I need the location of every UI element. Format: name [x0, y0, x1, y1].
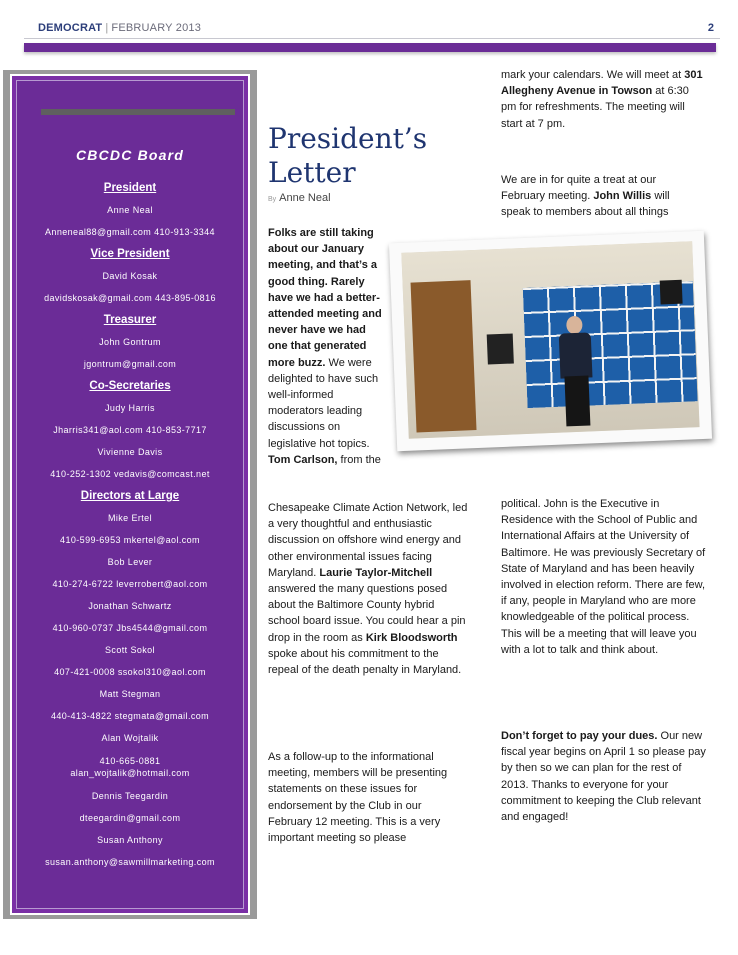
paragraph-text: mark your calendars. We will meet at — [501, 69, 685, 81]
article-paragraph-1-cont — [268, 500, 468, 678]
paragraph-text: at 6:30 pm for refreshments. The meeting will start at 7 pm. — [501, 85, 689, 130]
paragraph-text: spoke about his commitment to the repeal of the death penalty in Maryland. — [268, 647, 462, 677]
board-contact-line: Jonathan Schwartz — [88, 601, 172, 611]
board-contact-line: John Gontrum — [99, 337, 161, 347]
board-contact-line: Matt Stegman — [99, 689, 161, 699]
header-separator: | — [105, 22, 109, 34]
board-contact-line: Alan Wojtalik — [101, 733, 159, 743]
speaker-name: Tom Carlson, — [268, 453, 338, 466]
board-contact-line: Dennis Teegardin — [91, 791, 169, 801]
board-contact-line: Bob Lever — [107, 557, 153, 567]
article-paragraph-1 — [268, 225, 384, 468]
header-purple-bar — [24, 43, 716, 52]
board-contact-line: Judy Harris — [105, 403, 155, 413]
board-contact-line: 410-274-6722 leverrobert@aol.com — [52, 579, 208, 589]
board-contact-line: Anne Neal — [107, 205, 153, 215]
lead-bold-text: Folks are still taking about our January meeting, and that’s a good thing. Rarely have we had a better-attended meeting and never have we had one that generated more buzz. — [268, 227, 382, 369]
board-role-heading: Treasurer — [103, 314, 157, 326]
issue-date: FEBRUARY 2013 — [111, 22, 202, 34]
board-contact-line: Scott Sokol — [105, 645, 155, 655]
photo-image — [401, 241, 699, 439]
board-contact-line — [17, 751, 243, 787]
board-contact-line: 410-252-1302 vedavis@comcast.net — [50, 469, 210, 479]
article-title — [268, 122, 427, 190]
board-contact-line: David Kosak — [102, 271, 158, 281]
board-contact-line: Susan Anthony — [97, 835, 163, 845]
paragraph-text: Our new fiscal year begins on April 1 so please pay by then so we can plan for the rest of 2013. Thanks to everyone for your commitment to keeping the Club relevant and engaged! — [501, 730, 706, 824]
board-contact-line: 440-413-4822 stegmata@gmail.com — [50, 711, 210, 721]
byline-by: By — [268, 196, 277, 203]
paragraph-text: from the — [337, 453, 381, 466]
board-contact-phone: 410-665-0881 — [99, 756, 161, 766]
article-title-line1: President’s — [268, 122, 428, 155]
photo-presenter — [554, 315, 598, 427]
board-role-heading: Co-Secretaries — [89, 380, 171, 392]
sidebar-top-bar — [41, 109, 235, 115]
sidebar-panel — [16, 80, 244, 909]
photo-speaker-box — [660, 280, 683, 305]
paragraph-text: answered the many questions posed about the Baltimore County hybrid school board issue. You could hear a pin drop in the room as — [268, 583, 466, 644]
header-rule — [24, 38, 720, 39]
article-right-paragraph-2 — [501, 172, 701, 221]
board-contact-line: Anneneal88@gmail.com 410-913-3344 — [45, 227, 215, 237]
newsletter-name: DEMOCRAT — [38, 22, 103, 34]
sidebar-title: CBCDC Board — [75, 147, 185, 163]
speaker-name: Kirk Bloodsworth — [365, 631, 458, 644]
article-right-paragraph-1 — [501, 67, 707, 132]
board-member-list — [17, 179, 243, 875]
photo-tv — [487, 334, 514, 365]
meeting-address: 301 Allegheny Avenue in Towson — [501, 69, 703, 98]
byline — [268, 192, 331, 204]
byline-author: Anne Neal — [279, 192, 331, 204]
board-contact-line: Vivienne Davis — [97, 447, 163, 457]
paragraph-text: We are in for quite a treat at our February meeting. — [501, 174, 657, 203]
page-number: 2 — [707, 22, 714, 34]
board-role-heading: Vice President — [90, 248, 170, 260]
board-sidebar — [3, 70, 257, 919]
article-paragraph-2: As a follow-up to the informational meeting, members will be presenting statements on these issues for endorsement by the Club in our February 12 meeting. This is a very important meeting so please — [268, 751, 448, 845]
dues-reminder: Don’t forget to pay your dues. — [501, 730, 658, 742]
article-right-paragraph-4 — [501, 728, 707, 825]
board-contact-line: 410-960-0737 Jbs4544@gmail.com — [52, 623, 208, 633]
sidebar-frame — [10, 74, 250, 915]
photo-door — [411, 280, 477, 432]
board-contact-line: 410-599-6953 mkertel@aol.com — [60, 535, 200, 545]
board-contact-line: Jharris341@aol.com 410-853-7717 — [53, 425, 207, 435]
board-contact-email: alan_wojtalik@hotmail.com — [70, 768, 190, 778]
board-role-heading: Directors at Large — [80, 490, 180, 502]
board-contact-line: davidskosak@gmail.com 443-895-0816 — [44, 293, 216, 303]
article-right-paragraph-3: political. John is the Executive in Residence with the School of Public and International Affairs at the University of Baltimore. He was previously Secretary of State of Maryland and has been heavily involved in election reform. There are few, if any, people in Maryland who are more knowledgeable of the political process. This will be a meeting that will leave you with a lot to talk and think about. — [501, 498, 706, 656]
board-contact-line: Mike Ertel — [107, 513, 152, 523]
board-contact-line: dteegardin@gmail.com — [79, 813, 181, 823]
board-role-heading: President — [103, 182, 157, 194]
page-header — [38, 22, 201, 34]
board-contact-line: 407-421-0008 ssokol310@aol.com — [54, 667, 206, 677]
paragraph-text: will speak to members about all things — [501, 190, 670, 219]
board-contact-line: jgontrum@gmail.com — [83, 359, 177, 369]
meeting-photo — [389, 231, 712, 451]
board-contact-line: susan.anthony@sawmillmarketing.com — [45, 857, 215, 867]
paragraph-text: Chesapeake Climate Action Network, led a very thoughtful and enthusiastic discussion on offshore wind energy and other environmental issues facing Maryland. — [268, 502, 468, 579]
speaker-name: John Willis — [593, 190, 652, 203]
article-title-line2: Letter — [268, 156, 356, 189]
paragraph-text: We were delighted to have such well-informed moderators leading discussions on legislative hot topics. — [268, 356, 379, 450]
speaker-name: Laurie Taylor-Mitchell — [319, 566, 433, 579]
